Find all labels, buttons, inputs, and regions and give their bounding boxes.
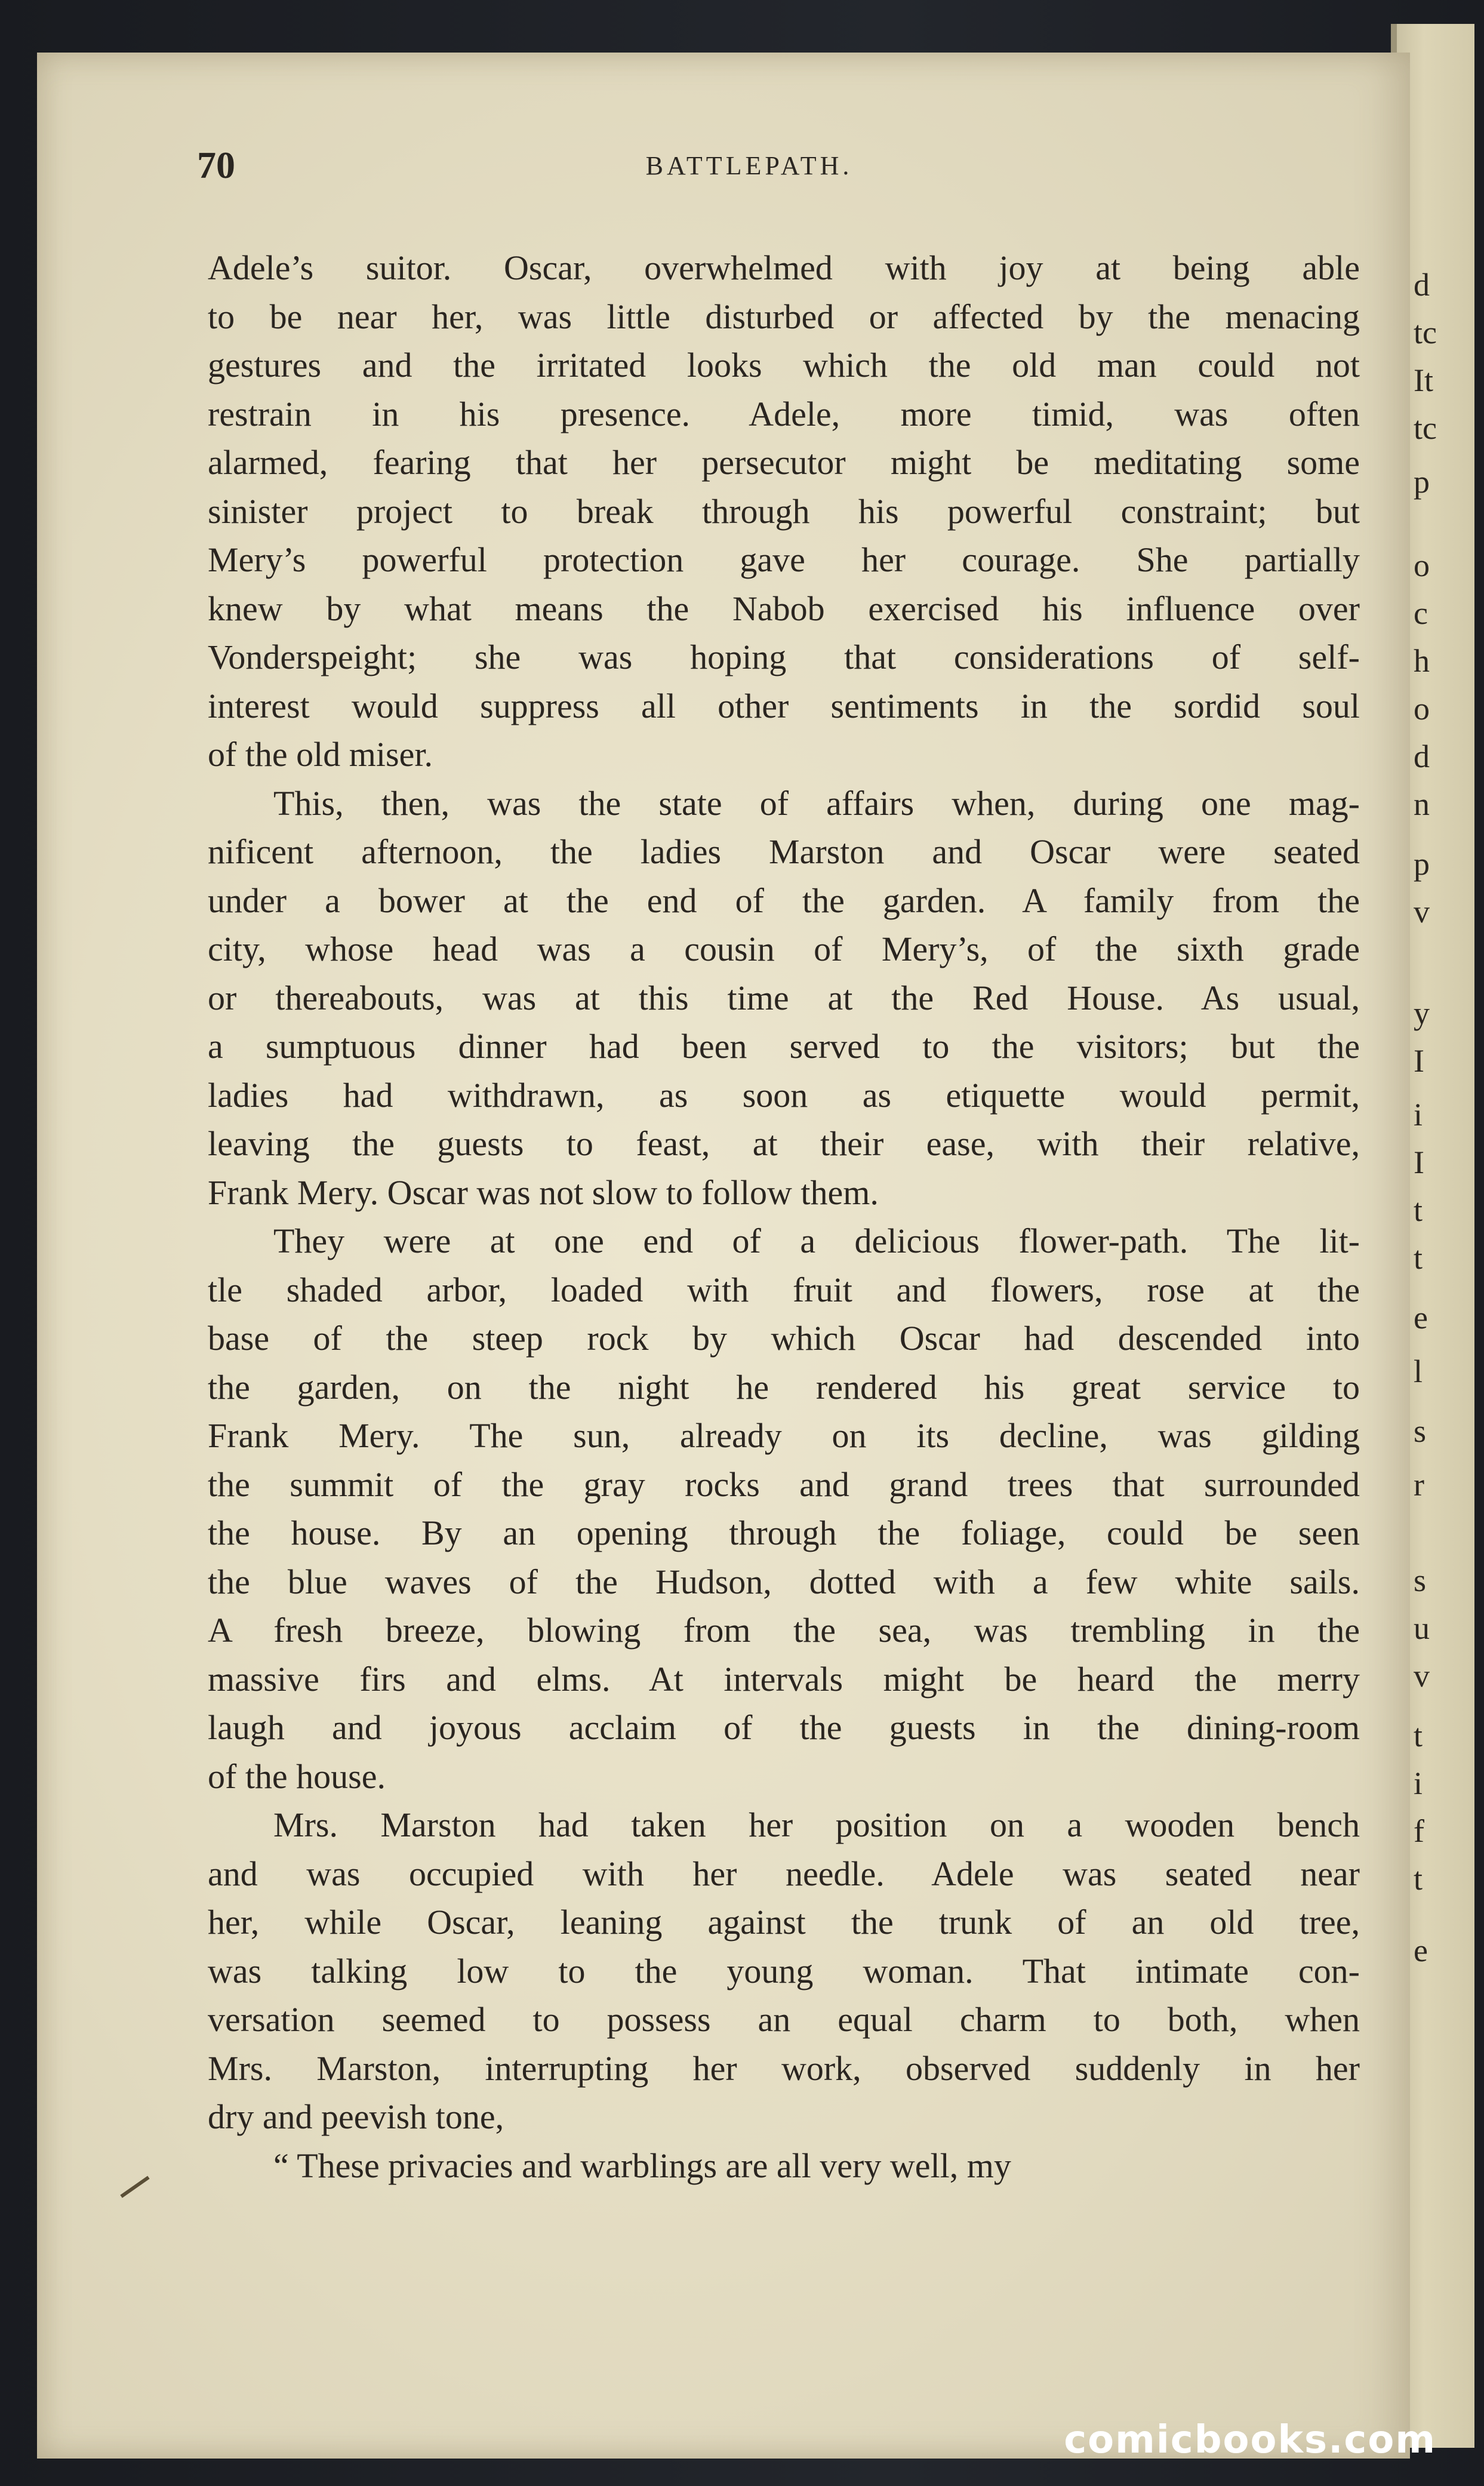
text-line: was talking low to the young woman. That intimate con- [208,1951,1360,1990]
text-line: tle shaded arbor, loaded with fruit and flowers, rose at the [208,1270,1360,1309]
facing-page-fragment: p [1414,846,1430,882]
text-line: of the old miser. [208,735,433,774]
facing-page-fragment: h [1414,643,1430,679]
facing-page-fragment: v [1414,894,1430,930]
text-line: Frank Mery. The sun, already on its decline, was gilding [208,1416,1360,1455]
facing-page-fragment: p [1414,464,1430,500]
text-line: the garden, on the night he rendered his great service to [208,1367,1360,1407]
text-line: alarmed, fearing that her persecutor might be meditating some [208,443,1360,482]
facing-page-fragment: o [1414,691,1430,727]
text-line: nificent afternoon, the ladies Marston and Oscar were seated [208,832,1360,871]
facing-page-fragment: y [1414,995,1430,1031]
paragraph [208,1801,1360,2142]
text-line: massive firs and elms. At intervals might be heard the merry [208,1659,1360,1699]
running-head: BATTLEPATH. [645,151,853,180]
facing-page-fragment: i [1414,1765,1423,1801]
page-header [161,112,1337,186]
text-line: city, whose head was a cousin of Mery’s, of the sixth grade [208,930,1360,968]
body-text [208,244,1360,2190]
text-line: base of the steep rock by which Oscar had descended into [208,1319,1360,1358]
text-line: Mrs. Marston had taken her position on a wooden bench [273,1805,1360,1844]
facing-page-fragment: t [1414,1192,1423,1228]
text-line: restrain in his presence. Adele, more timid, was often [208,394,1360,433]
facing-page-fragment: r [1414,1467,1424,1503]
text-line: “ These privacies and warblings are all very well, my [273,2146,1011,2185]
facing-page-fragment: s [1414,1562,1427,1598]
text-line: Mery’s powerful protection gave her courage. She partially [208,540,1360,579]
facing-page-fragment: t [1414,1718,1423,1753]
text-line: This, then, was the state of affairs when, during one mag- [273,783,1360,823]
watermark: comicbooks.com [1064,2418,1436,2462]
text-line: to be near her, was little disturbed or affected by the menacing [208,297,1360,336]
facing-page-fragment: s [1414,1413,1427,1449]
facing-page-fragment: tc [1414,315,1437,350]
paragraph [208,779,1360,1217]
facing-page-fragment: It [1414,362,1433,398]
text-line: of the house. [208,1756,386,1796]
page-number: 70 [197,144,235,186]
facing-page-fragment: i [1414,1097,1423,1133]
text-line: the blue waves of the Hudson, dotted with a few white sails. [208,1562,1360,1601]
text-line: Adele’s suitor. Oscar, overwhelmed with joy at being able [208,248,1360,287]
facing-page-fragment: d [1414,267,1430,303]
text-line: Vonderspeight; she was hoping that considerations of self- [208,638,1360,676]
text-line: A fresh breeze, blowing from the sea, was trembling in the [208,1611,1360,1650]
text-line: Frank Mery. Oscar was not slow to follow them. [208,1173,879,1212]
text-line: They were at one end of a delicious flower-path. The lit- [273,1222,1360,1260]
text-line: ladies had withdrawn, as soon as etiquette would permit, [208,1075,1360,1115]
text-line: interest would suppress all other sentiments in the sordid soul [208,686,1360,725]
facing-page-fragment: I [1414,1043,1424,1079]
facing-page-fragment: n [1414,786,1430,822]
paragraph [208,244,1360,779]
text-line: sinister project to break through his powerful constraint; but [208,491,1360,531]
paragraph [208,1217,1360,1801]
facing-page-fragment: l [1414,1353,1423,1389]
text-line: her, while Oscar, leaning against the trunk of an old tree, [208,1903,1360,1942]
facing-page-fragment: f [1414,1813,1424,1849]
facing-page-fragment: tc [1414,410,1437,446]
text-line: or thereabouts, was at this time at the Red House. As usual, [208,978,1360,1017]
facing-page-fragment: d [1414,739,1430,774]
facing-page-fragment: I [1414,1144,1424,1180]
facing-page-fragment: e [1414,1300,1428,1336]
text-line: a sumptuous dinner had been served to the visitors; but the [208,1027,1360,1066]
facing-page-fragment: t [1414,1861,1423,1897]
text-line: Mrs. Marston, interrupting her work, observed suddenly in her [208,2048,1360,2088]
facing-page-fragment: t [1414,1240,1423,1276]
text-line: laugh and joyous acclaim of the guests in the dining-room [208,1708,1360,1747]
facing-page-fragment: u [1414,1610,1430,1646]
facing-page-fragment: c [1414,595,1428,631]
facing-page-fragment: e [1414,1933,1428,1968]
paragraph [208,2142,1360,2190]
text-line: versation seemed to possess an equal charm to both, when [208,2000,1360,2039]
facing-page-fragment: v [1414,1658,1430,1694]
text-line: gestures and the irritated looks which the old man could not [208,346,1360,384]
text-line: knew by what means the Nabob exercised his influence over [208,589,1360,628]
text-line: and was occupied with her needle. Adele was seated near [208,1854,1360,1893]
text-line: the house. By an opening through the foliage, could be seen [208,1513,1360,1552]
facing-page-fragment: o [1414,547,1430,583]
text-line: leaving the guests to feast, at their ease, with their relative, [208,1124,1360,1163]
text-line: the summit of the gray rocks and grand trees that surrounded [208,1464,1360,1504]
text-line: dry and peevish tone, [208,2097,504,2136]
text-line: under a bower at the end of the garden. A family from the [208,881,1360,920]
